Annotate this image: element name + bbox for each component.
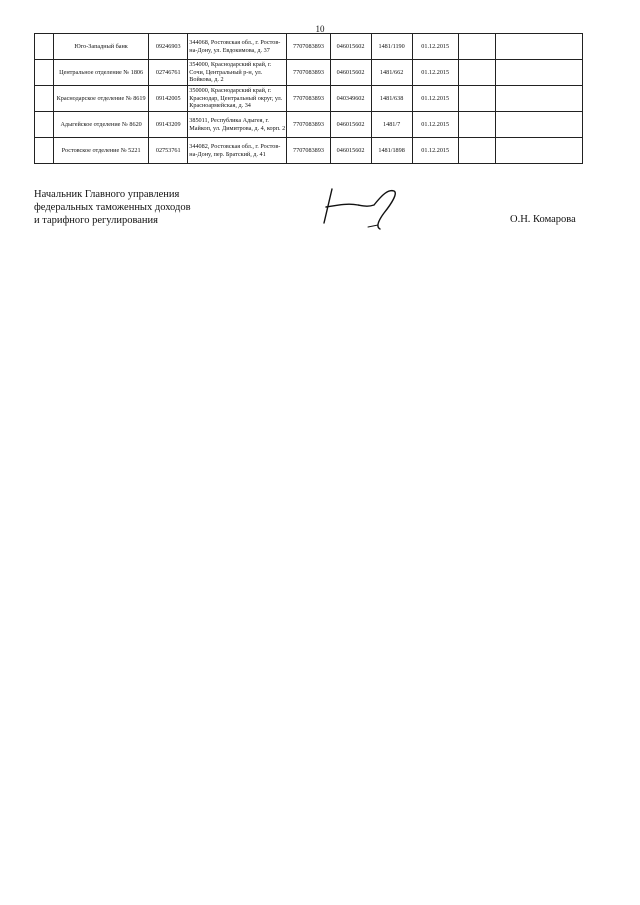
reg-number-cell: 1481/662: [371, 60, 412, 86]
bik-cell: 040349602: [330, 86, 371, 112]
bank-name-cell: Адыгейское отделение № 8620: [54, 112, 149, 138]
empty-cell: [495, 112, 582, 138]
index-cell: [35, 60, 54, 86]
signer-title-line: и тарифного регулирования: [34, 215, 158, 226]
signer-title-line: федеральных таможенных доходов: [34, 202, 191, 213]
reg-number-cell: 1481/638: [371, 86, 412, 112]
empty-cell: [495, 34, 582, 60]
table-row: [35, 86, 583, 112]
handwritten-signature: [318, 183, 418, 243]
table-row: [35, 138, 583, 164]
reg-number-cell: 1481/1190: [371, 34, 412, 60]
inn-cell: 7707083893: [287, 112, 330, 138]
index-cell: [35, 112, 54, 138]
bik-cell: 046015602: [330, 60, 371, 86]
address-cell: 354000, Краснодарский край, г. Сочи, Центральный р-н, ул. Войкова, д. 2: [188, 60, 287, 86]
address-cell: 350000, Краснодарский край, г. Краснодар, Центральный округ, ул. Красноармейская, д. 34: [188, 86, 287, 112]
index-cell: [35, 138, 54, 164]
inn-cell: 7707083893: [287, 34, 330, 60]
empty-cell: [495, 138, 582, 164]
date-cell: 01.12.2015: [412, 86, 458, 112]
date-cell: 01.12.2015: [412, 112, 458, 138]
page-number: 10: [315, 24, 325, 34]
bank-name-cell: Ростовское отделение № 5221: [54, 138, 149, 164]
empty-cell: [458, 112, 495, 138]
signer-title: [34, 188, 191, 227]
address-cell: 344082, Ростовская обл., г. Ростов-на-Дону, пер. Братский, д. 41: [188, 138, 287, 164]
empty-cell: [458, 34, 495, 60]
table-row: [35, 112, 583, 138]
bank-name-cell: Центральное отделение № 1806: [54, 60, 149, 86]
okpo-cell: 02746761: [149, 60, 188, 86]
inn-cell: 7707083893: [287, 86, 330, 112]
okpo-cell: 09143209: [149, 112, 188, 138]
index-cell: [35, 86, 54, 112]
index-cell: [35, 34, 54, 60]
okpo-cell: 09246903: [149, 34, 188, 60]
inn-cell: 7707083893: [287, 138, 330, 164]
address-cell: 385011, Республика Адыгея, г. Майкоп, ул. Димитрова, д. 4, корп. 2: [188, 112, 287, 138]
inn-cell: 7707083893: [287, 60, 330, 86]
empty-cell: [458, 138, 495, 164]
date-cell: 01.12.2015: [412, 138, 458, 164]
empty-cell: [458, 60, 495, 86]
bik-cell: 046015602: [330, 112, 371, 138]
okpo-cell: 09142005: [149, 86, 188, 112]
empty-cell: [495, 86, 582, 112]
bik-cell: 046015602: [330, 138, 371, 164]
date-cell: 01.12.2015: [412, 34, 458, 60]
date-cell: 01.12.2015: [412, 60, 458, 86]
bank-registry-table: [34, 33, 583, 164]
reg-number-cell: 1481/7: [371, 112, 412, 138]
okpo-cell: 02753761: [149, 138, 188, 164]
reg-number-cell: 1481/1898: [371, 138, 412, 164]
table-row: [35, 60, 583, 86]
empty-cell: [458, 86, 495, 112]
bank-name-cell: Юго-Западный банк: [54, 34, 149, 60]
signer-title-line: Начальник Главного управления: [34, 189, 180, 200]
empty-cell: [495, 60, 582, 86]
table-row: [35, 34, 583, 60]
bik-cell: 046015602: [330, 34, 371, 60]
signer-name: О.Н. Комарова: [510, 214, 576, 225]
address-cell: 344068, Ростовская обл., г. Ростов-на-Дону, ул. Евдокимова, д. 37: [188, 34, 287, 60]
bank-name-cell: Краснодарское отделение № 8619: [54, 86, 149, 112]
